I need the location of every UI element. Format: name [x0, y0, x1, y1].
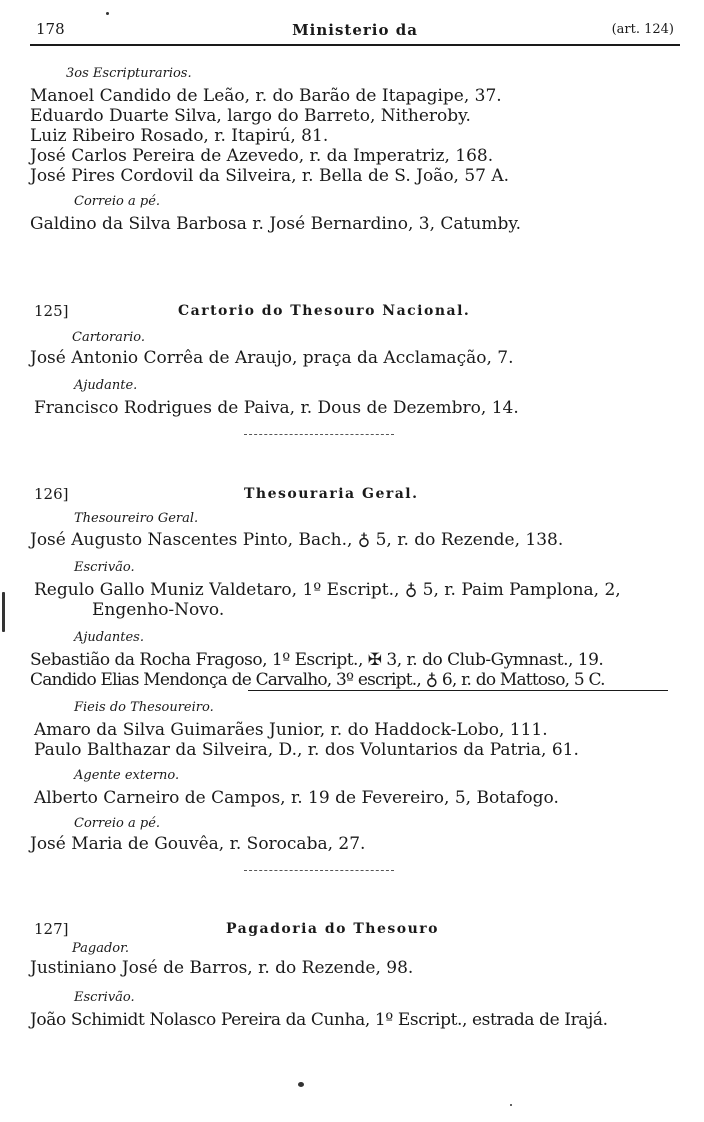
page-header [30, 18, 680, 46]
entry-line: José Pires Cordovil da Silveira, r. Bella de S. João, 57 A. [30, 166, 510, 186]
entry-line: José Maria de Gouvêa, r. Sorocaba, 27. [30, 834, 366, 854]
running-title: Ministerio da [292, 21, 418, 39]
section-divider [244, 434, 394, 435]
role-heading: Agente externo. [74, 768, 180, 783]
role-heading: Escrivão. [74, 990, 135, 1005]
role-heading: Fieis do Thesoureiro. [74, 700, 214, 715]
page-number: 178 [36, 20, 65, 38]
scan-speck [510, 1104, 512, 1106]
entry-line: Sebastião da Rocha Fragoso, 1º Escript., ✠ 3, r. do Club-Gymnast., 19. [30, 650, 604, 670]
scan-speck [2, 592, 5, 632]
entry-line: Eduardo Duarte Silva, largo do Barreto, Nitheroby. [30, 106, 471, 126]
entry-line: João Schimidt Nolasco Pereira da Cunha, 1º Escript., estrada de Irajá. [30, 1010, 608, 1030]
section-title: Cartorio do Thesouro Nacional. [178, 303, 471, 319]
section-number: 127] [34, 920, 69, 938]
entry-line: Amaro da Silva Guimarães Junior, r. do Haddock-Lobo, 111. [34, 720, 548, 740]
section-number: 125] [34, 302, 69, 320]
scan-speck [298, 1082, 304, 1087]
article-reference: (art. 124) [611, 22, 674, 37]
entry-line: José Carlos Pereira de Azevedo, r. da Imperatriz, 168. [30, 146, 494, 166]
role-heading: Thesoureiro Geral. [74, 511, 199, 526]
scan-speck [106, 12, 109, 15]
role-heading: Cartorario. [72, 330, 146, 345]
rule-line [248, 690, 668, 691]
entry-line: Galdino da Silva Barbosa r. José Bernardino, 3, Catumby. [30, 214, 522, 234]
entry-line: Manoel Candido de Leão, r. do Barão de Itapagipe, 37. [30, 86, 502, 106]
role-heading: Ajudantes. [74, 630, 144, 645]
section-title: Thesouraria Geral. [244, 486, 419, 502]
entry-line: Engenho-Novo. [92, 600, 225, 620]
entry-line: Francisco Rodrigues de Paiva, r. Dous de Dezembro, 14. [34, 398, 519, 418]
section-divider [244, 870, 394, 871]
role-heading: 3os Escripturarios. [66, 66, 192, 81]
role-heading: Pagador. [72, 941, 130, 956]
section-title: Pagadoria do Thesouro [226, 921, 439, 937]
entry-line: Alberto Carneiro de Campos, r. 19 de Fevereiro, 5, Botafogo. [34, 788, 559, 808]
entry-line: Regulo Gallo Muniz Valdetaro, 1º Escript., ♁ 5, r. Paim Pamplona, 2, [34, 580, 621, 600]
role-heading: Ajudante. [74, 378, 138, 393]
role-heading: Correio a pé. [74, 816, 161, 831]
entry-line: José Antonio Corrêa de Araujo, praça da Acclamação, 7. [30, 348, 514, 368]
entry-line: José Augusto Nascentes Pinto, Bach., ♁ 5, r. do Rezende, 138. [30, 530, 564, 550]
entry-line: Justiniano José de Barros, r. do Rezende, 98. [30, 958, 414, 978]
entry-line: Paulo Balthazar da Silveira, D., r. dos Voluntarios da Patria, 61. [34, 740, 579, 760]
section-number: 126] [34, 485, 69, 503]
entry-line: Candido Elias Mendonça de Carvalho, 3º escript., ♁ 6, r. do Mattoso, 5 C. [30, 670, 605, 690]
entry-line: Luiz Ribeiro Rosado, r. Itapirú, 81. [30, 126, 329, 146]
role-heading: Escrivão. [74, 560, 135, 575]
role-heading: Correio a pé. [74, 194, 161, 209]
